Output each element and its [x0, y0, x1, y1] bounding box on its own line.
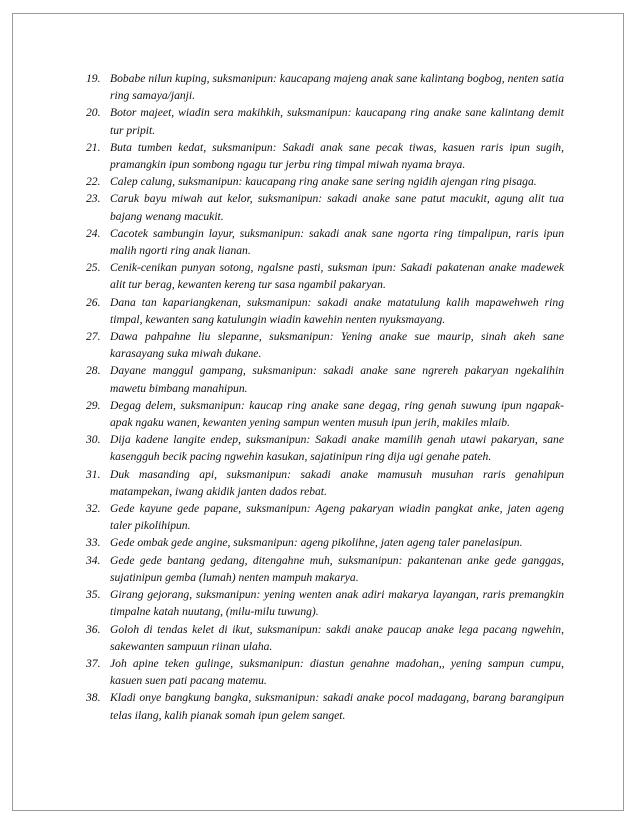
list-item: [86, 534, 564, 551]
item-text: Degag delem, suksmanipun: kaucap ring anake sane degag, ring genah suwung ipun ngapak-apak ngaku wanen, kewanten yening sampun wenten musuh ipun jerih, makiles mlaib.: [110, 398, 564, 430]
item-text: Buta tumben kedat, suksmanipun: Sakadi anak sane pecak tiwas, kasuen raris ipun sugih, pramangkin ipun sombong ngagu tur jerbu ring timpal miwah nyama braya.: [110, 140, 564, 172]
item-text: Joh apine teken gulinge, suksmanipun: diastun genahne madohan,, yening sampun cumpu, kasuen suen pati pacang matemu.: [110, 656, 564, 688]
list-item: [86, 500, 564, 534]
item-number: 35.: [86, 588, 101, 602]
item-number: 23.: [86, 192, 101, 206]
list-item: [86, 190, 564, 224]
item-text: Goloh di tendas kelet di ikut, suksmanipun: sakdi anake paucap anake lega pacang ngwehin, sakewanten sampuun riinan ulaha.: [110, 622, 564, 653]
item-text: Gede kayune gede papane, suksmanipun: Ageng pakaryan wiadin pangkat anke, jaten ageng taler pikolihipun.: [110, 502, 564, 533]
item-number: 37.: [86, 656, 101, 670]
item-text: Kladi onye bangkung bangka, suksmanipun: sakadi anake pocol madagang, barang barangipun telas ilang, kalih pianak somah ipun gelem sanget.: [110, 691, 564, 722]
item-text: Cenik-cenikan punyan sotong, ngalsne pasti, suksman ipun: Sakadi pakatenan anake madewek alit tur berag, kewanten kereng tur sasa ngambil pakaryan.: [110, 261, 564, 292]
item-text: Dana tan kapariangkenan, suksmanipun: sakadi anake matatulung kalih mapawehweh ring timpal, kewanten sang katulungin wiadin kawehin nenten nyuksmayang.: [110, 295, 564, 326]
item-text: Gede ombak gede angine, suksmanipun: ageng pikolihne, jaten ageng taler panelasipun.: [110, 536, 523, 550]
item-text: Botor majeet, wiadin sera makihkih, suksmanipun: kaucapang ring anake sane kalintang demit tur pripit.: [110, 106, 564, 137]
item-number: 34.: [86, 553, 101, 567]
item-number: 36.: [86, 622, 101, 636]
list-item: [86, 621, 564, 655]
item-text: Girang gejorang, suksmanipun: yening wenten anak adiri makarya layangan, raris premangkin timpalne katah nuutang, (milu-milu tuwung).: [110, 588, 564, 619]
item-number: 32.: [86, 502, 101, 516]
list-item: [86, 466, 564, 500]
item-number: 31.: [86, 467, 101, 481]
item-number: 19.: [86, 72, 101, 85]
item-number: 33.: [86, 536, 101, 550]
proverb-list: [86, 70, 564, 724]
list-item: [86, 689, 564, 723]
list-item: [86, 104, 564, 138]
list-item: [86, 70, 564, 104]
item-number: 30.: [86, 433, 101, 447]
list-item: [86, 225, 564, 259]
list-item: [86, 397, 564, 431]
item-text: Dija kadene langite endep, suksmanipun: Sakadi anake mamilih genah utawi pakaryan, sane kasengguh becik pacing ngwehin kasukan, sajatinipun ring dija ugi genahe pateh.: [110, 433, 564, 464]
list-item: [86, 552, 564, 586]
list-item: [86, 328, 564, 362]
item-number: 25.: [86, 261, 101, 275]
item-number: 38.: [86, 691, 101, 705]
list-item: [86, 139, 564, 173]
item-number: 20.: [86, 106, 101, 120]
item-text: Duk masanding api, suksmanipun: sakadi anake mamusuh musuhan raris genahipun matampekan, iwang akidik janten dados rebat.: [110, 467, 564, 498]
item-text: Dawa pahpahne liu slepanne, suksmanipun: Yening anake sue maurip, sinah akeh sane karasayang suka miwah dukane.: [110, 330, 564, 361]
item-number: 28.: [86, 364, 101, 378]
item-text: Cacotek sambungin layur, suksmanipun: sakadi anak sane ngorta ring timpalipun, raris ipun malih ngorti ring anak lianan.: [110, 226, 564, 258]
item-text: Dayane manggul gampang, suksmanipun: sakadi anake sane ngrereh pakaryan ngekalihin mawetu bimbang manahipun.: [110, 364, 564, 395]
list-item: [86, 655, 564, 689]
item-text: Bobabe nilun kuping, suksmanipun: kaucapang majeng anak sane kalintang bogbog, nenten satia ring samaya/janji.: [110, 72, 564, 103]
list-item: [86, 294, 564, 328]
item-text: Caruk bayu miwah aut kelor, suksmanipun: sakadi anake sane patut macukit, agung alit tua bajang wenang macukit.: [110, 192, 564, 223]
list-item: [86, 173, 564, 190]
list-item: [86, 259, 564, 293]
item-number: 27.: [86, 330, 101, 344]
list-item: [86, 431, 564, 465]
item-number: 29.: [86, 398, 101, 412]
list-item: [86, 362, 564, 396]
list-item: [86, 586, 564, 620]
item-number: 24.: [86, 226, 101, 240]
item-text: Gede gede bantang gedang, ditengahne muh, suksmanipun: pakantenan anke gede ganggas, sujatinipun gemba (lumah) nenten mampuh makarya.: [110, 553, 564, 584]
item-text: Calep calung, suksmanipun: kaucapang ring anake sane sering ngidih ajengan ring pisaga.: [110, 175, 537, 189]
item-number: 26.: [86, 295, 101, 309]
item-number: 21.: [86, 140, 101, 154]
item-number: 22.: [86, 175, 101, 189]
